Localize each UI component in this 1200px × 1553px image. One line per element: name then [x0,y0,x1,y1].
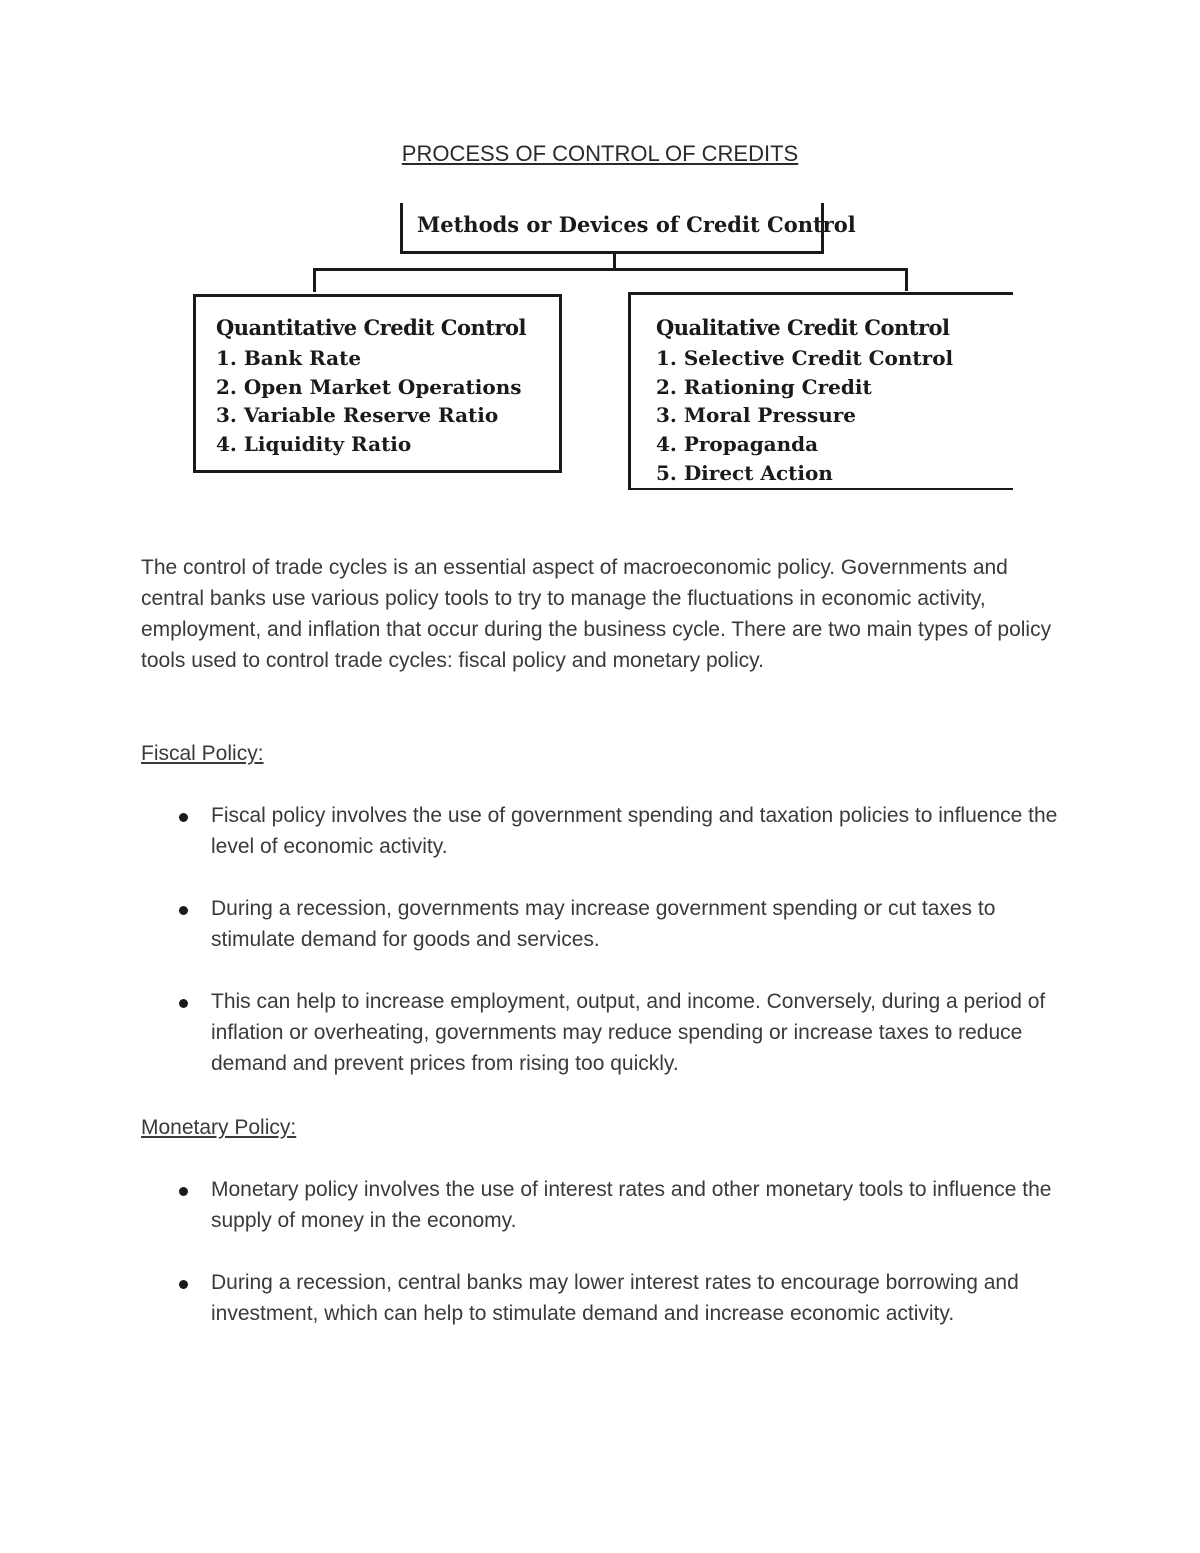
diagram-root-box [400,203,856,254]
quantitative-list [216,344,522,459]
fiscal-policy-list [141,800,1071,1110]
list-item: 4. Liquidity Ratio [216,432,412,457]
list-item: 1. Selective Credit Control [656,346,954,370]
bullet-icon [179,999,188,1008]
bullet-text: This can help to increase employment, output, and income. Conversely, during a period of inflation or overheating, governments may reduce spending or increase taxes to reduce demand and prevent prices from rising too quickly. [211,990,1046,1075]
qualitative-list [656,344,953,487]
list-item [141,800,1071,862]
list-item [141,1267,1071,1329]
connector-horizontal [313,268,908,271]
list-item: 3. Variable Reserve Ratio [216,403,499,428]
connector-vertical-root [613,254,616,269]
bullet-text: During a recession, central banks may lower interest rates to encourage borrowing and investment, which can help to stimulate demand and increase economic activity. [211,1271,1019,1325]
list-item: 4. Propaganda [656,432,819,457]
intro-paragraph: The control of trade cycles is an essential aspect of macroeconomic policy. Governments and central banks use various policy tools to try to manage the fluctuations in economic activity, employment, and inflation that occur during the business cycle. There are two main types of policy tools used to control trade cycles: fiscal policy and monetary policy. [141,556,1052,672]
fiscal-policy-heading: Fiscal Policy: [141,742,264,765]
list-item: 2. Rationing Credit [656,374,872,399]
connector-left-drop [313,268,316,292]
bullet-text: Monetary policy involves the use of interest rates and other monetary tools to influence the supply of money in the economy. [211,1178,1052,1232]
bullet-text: During a recession, governments may increase government spending or cut taxes to stimulate demand for goods and services. [211,897,996,951]
monetary-policy-list [141,1174,1071,1360]
list-item [141,893,1071,955]
list-item: 5. Direct Action [656,460,833,485]
bullet-icon [179,906,188,915]
qualitative-box [628,292,1013,490]
credit-control-diagram [0,0,1200,500]
list-item: 3. Moral Pressure [656,403,856,428]
bullet-icon [179,813,188,822]
page-title: PROCESS OF CONTROL OF CREDITS [401,141,799,166]
bullet-text: Fiscal policy involves the use of government spending and taxation policies to influence the level of economic activity. [211,804,1058,858]
list-item: 1. Bank Rate [216,346,362,370]
list-item: 2. Open Market Operations [216,374,522,399]
diagram-root-label: Methods or Devices of Credit Control [417,212,856,237]
list-item [141,1174,1071,1236]
quantitative-box [193,294,562,473]
bullet-icon [179,1280,188,1289]
connector-right-drop [905,268,908,291]
bullet-icon [179,1187,188,1196]
monetary-policy-heading: Monetary Policy: [141,1116,297,1139]
qualitative-heading: Qualitative Credit Control [656,315,950,340]
list-item [141,986,1071,1079]
quantitative-heading: Quantitative Credit Control [216,315,527,340]
